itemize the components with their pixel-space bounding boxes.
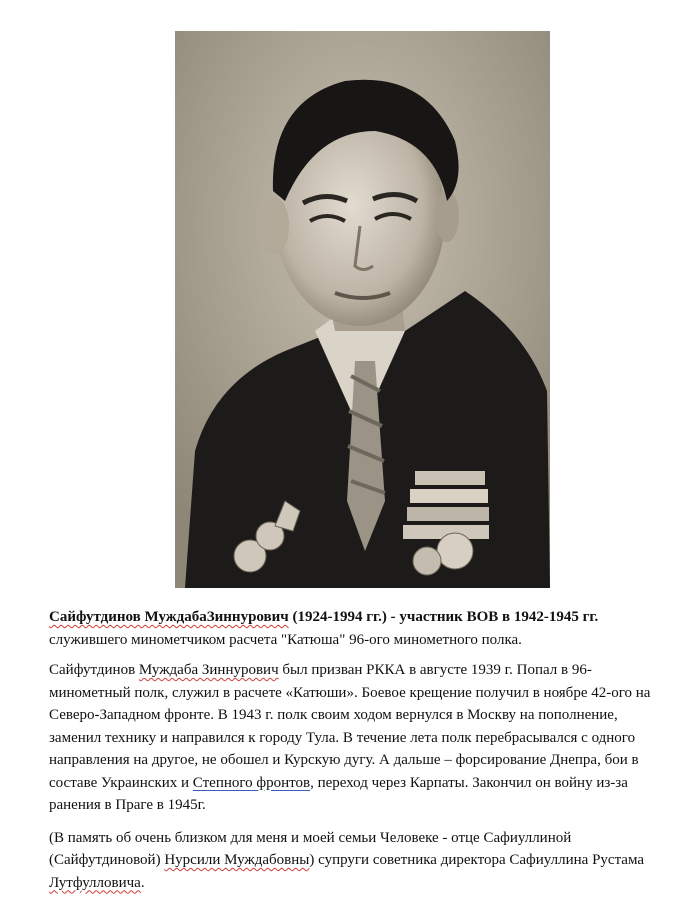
bio-text-2: был призван РККА в августе 1939 г. Попал в 96-минометный полк, служил в расчете «Катюши». Боевое крещение получил в ноябре 42-ого на Северо-Западном фронте. В 1943 г. полк своим ходом вернулся в Москву на пополнение, заменил технику и направился к городу Тула. В течение лета полк перебрасывался с одного направления на другое, не обошел и Курскую дугу. А дальше – форсирование Днепра, бои в составе Украинских и bbox=[49, 662, 651, 791]
bio-paragraph bbox=[49, 659, 659, 817]
memory-patronymic-underlined: Лутфулловича bbox=[49, 874, 141, 891]
bio-text-3: , переход через Карпаты. Закончил он войну из-за ранения в Праге в 1945г. bbox=[49, 774, 628, 813]
bio-text-1: Сайфутдинов bbox=[49, 662, 139, 678]
bio-fronts-underlined: Степного фронтов bbox=[192, 774, 311, 791]
memory-text-2: ) супруги советника директора Сафиуллина Рустама bbox=[309, 852, 645, 868]
memory-text-1: (В память об очень близком для меня и моей семьи Человеке - отце Сафиуллиной (Сайфутдиновой) bbox=[49, 829, 572, 868]
heading-subline: служившего минометчиком расчета "Катюша" 96-ого минометного полка. bbox=[49, 631, 522, 648]
portrait-illustration bbox=[175, 31, 550, 588]
memory-paragraph bbox=[49, 827, 659, 895]
heading-name: Сайфутдинов МуждабаЗиннурович bbox=[49, 609, 289, 625]
heading-years: (1924-1994 гг.) - участник ВОВ в 1942-1945 гг. bbox=[288, 609, 599, 625]
memory-name-underlined: Нурсили Муждабовны bbox=[164, 852, 310, 868]
portrait-photo bbox=[175, 31, 550, 588]
bio-name-underlined: Муждаба Зиннурович bbox=[138, 662, 279, 678]
memory-text-3: . bbox=[140, 874, 145, 891]
document-text bbox=[49, 606, 659, 894]
heading-line bbox=[49, 606, 659, 629]
